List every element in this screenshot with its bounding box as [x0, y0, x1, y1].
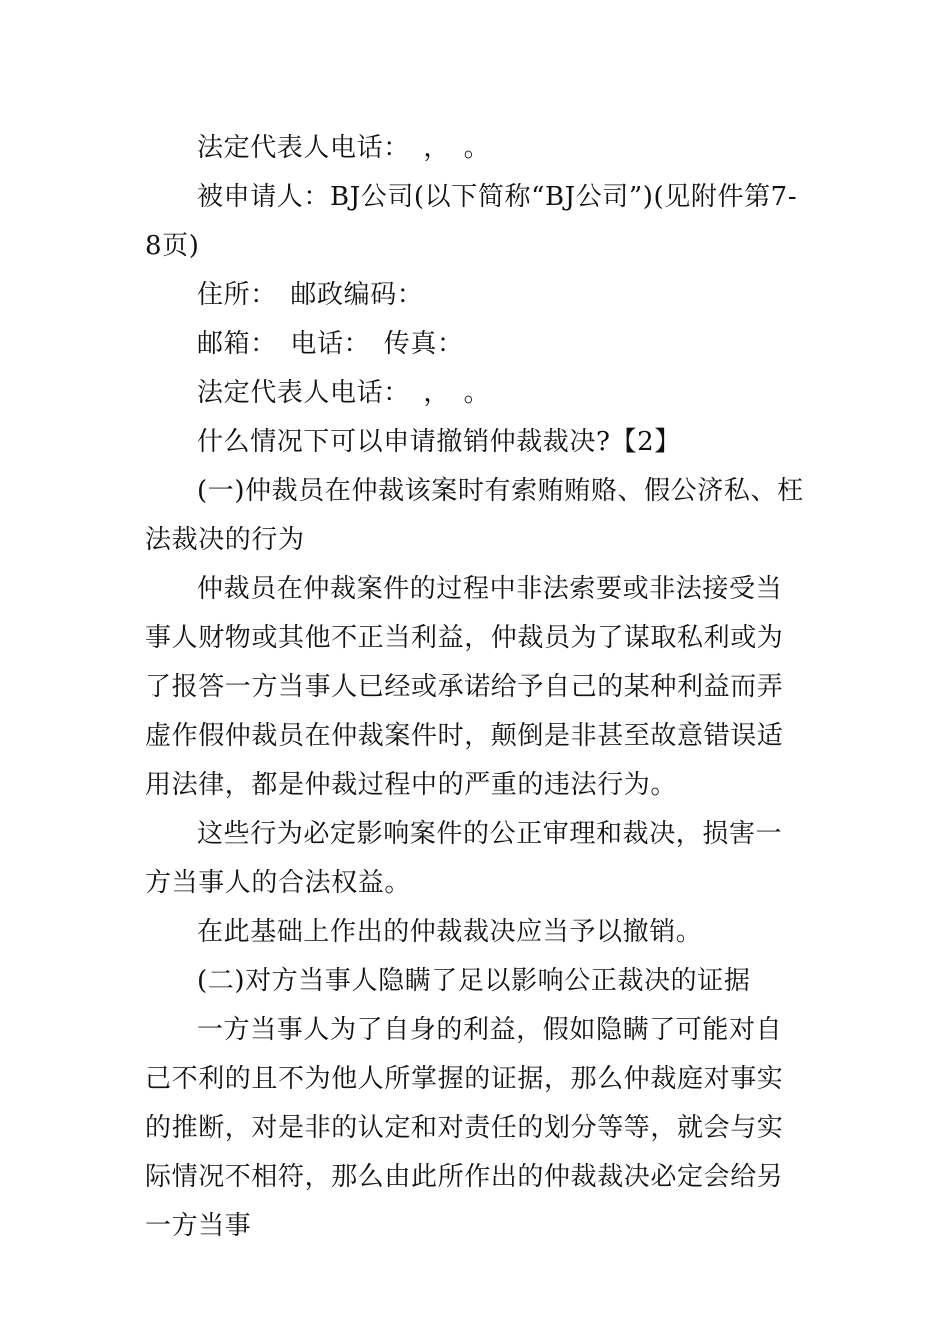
paragraph-address-postcode: 住所： 邮政编码：: [197, 280, 424, 310]
paragraph-item-one-conclusion: 在此基础上作出的仲裁裁决应当予以撤销。: [197, 917, 703, 947]
paragraph-heading-question: 什么情况下可以申请撤销仲裁裁决?【2】: [197, 427, 681, 457]
paragraph-item-one-title: (一)仲裁员在仲裁该案时有索贿贿赂、假公济私、枉法裁决的行为: [145, 476, 804, 555]
document-body: [145, 124, 807, 1251]
paragraph-item-two-title: (二)对方当事人隐瞒了足以影响公正裁决的证据: [197, 966, 751, 996]
paragraph-item-one-body: 仲裁员在仲裁案件的过程中非法索要或非法接受当事人财物或其他不正当利益，仲裁员为了谋取私利或为了报答一方当事人已经或承诺给予自己的某种利益而弄虚作假仲裁员在仲裁案件时，颠倒是非甚至故意错误适用法律，都是仲裁过程中的严重的违法行为。: [145, 574, 784, 800]
paragraph-legal-rep-phone-1: 法定代表人电话： ， 。: [197, 133, 491, 163]
paragraph-item-one-impact: 这些行为必定影响案件的公正审理和裁决，损害一方当事人的合法权益。: [145, 819, 783, 898]
paragraph-email-phone-fax: 邮箱： 电话： 传真：: [197, 329, 464, 359]
paragraph-respondent: 被申请人：BJ公司(以下简称“BJ公司”)(见附件第7-8页): [145, 182, 798, 261]
paragraph-legal-rep-phone-2: 法定代表人电话： ， 。: [197, 378, 491, 408]
paragraph-item-two-body: 一方当事人为了自身的利益，假如隐瞒了可能对自己不利的且不为他人所掌握的证据，那么仲裁庭对事实的推断，对是非的认定和对责任的划分等等，就会与实际情况不相符，那么由此所作出的仲裁裁决必定会给另一方当事: [145, 1015, 784, 1241]
